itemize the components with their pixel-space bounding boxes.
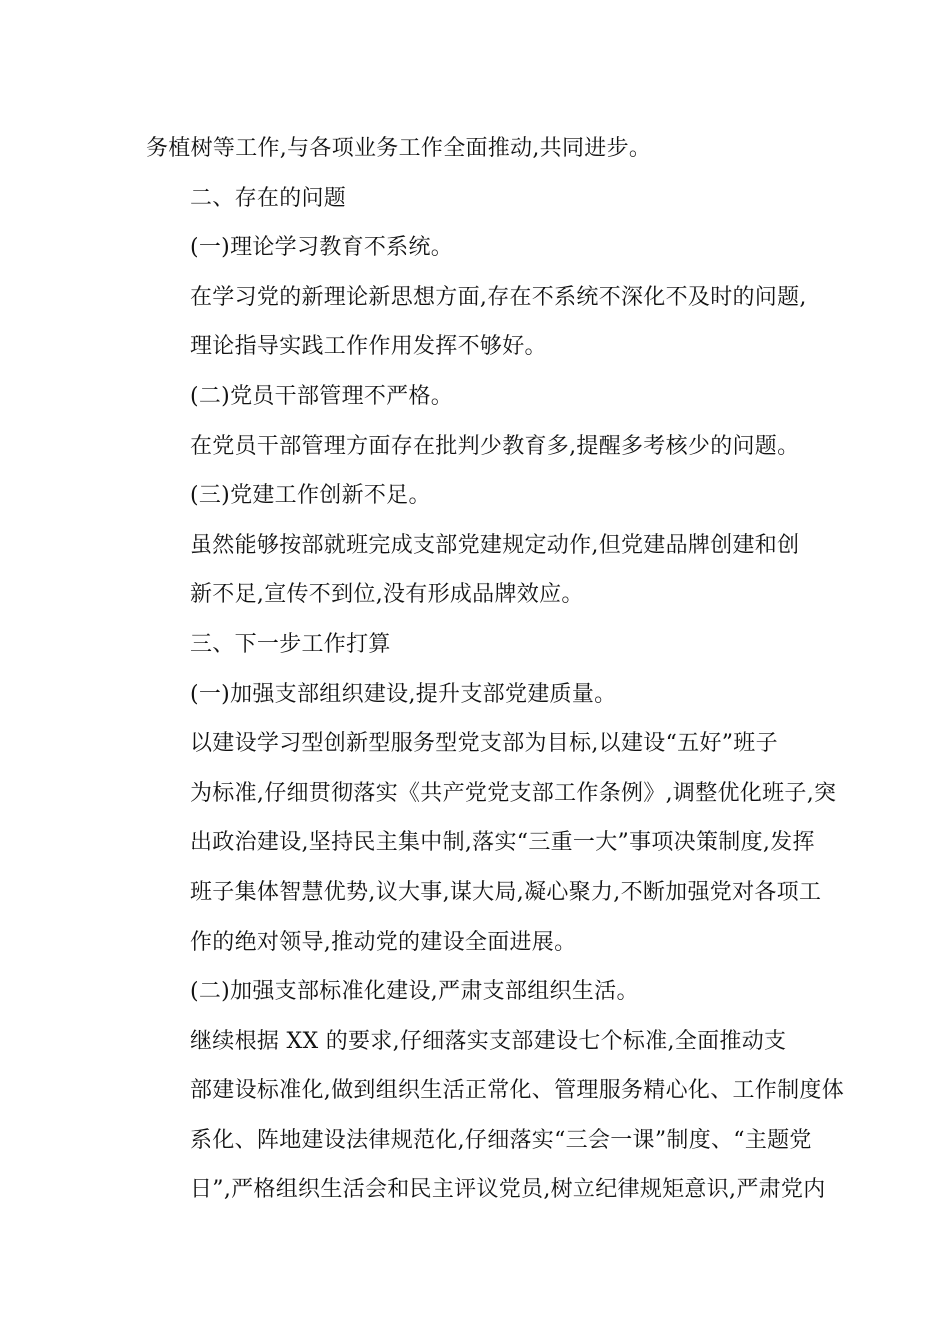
text-line: 虽然能够按部就班完成支部党建规定动作,但党建品牌创建和创 — [190, 532, 800, 558]
text-line: (三)党建工作创新不足。 — [190, 483, 431, 509]
text-line: (二)党员干部管理不严格。 — [190, 383, 454, 409]
section-heading-next-steps — [146, 620, 816, 670]
paragraph-innovation — [146, 521, 816, 620]
text-line: 班子集体智慧优势,议大事,谋大局,凝心聚力,不断加强党对各项工 — [190, 879, 822, 905]
paragraph-theory-study — [146, 273, 816, 372]
text-line: 继续根据 XX 的要求,仔细落实支部建设七个标准,全面推动支 — [190, 1028, 787, 1054]
text-line: 为标准,仔细贯彻落实《共产党党支部工作条例》,调整优化班子,突 — [190, 780, 837, 806]
document-page — [146, 124, 844, 1215]
section-heading-problems — [146, 174, 816, 224]
text-line: 以建设学习型创新型服务型党支部为目标,以建设“五好”班子 — [190, 731, 778, 757]
text-line: 部建设标准化,做到组织生活正常化、管理服务精心化、工作制度体 — [190, 1078, 844, 1104]
text-line: (一)加强支部组织建设,提升支部党建质量。 — [190, 681, 617, 707]
text-line: 二、存在的问题 — [190, 185, 347, 211]
text-line: 务植树等工作,与各项业务工作全面推动,共同进步。 — [146, 136, 652, 161]
text-line: (二)加强支部标准化建设,严肃支部组织生活。 — [190, 979, 639, 1005]
text-line: 三、下一步工作打算 — [190, 631, 391, 657]
text-line: 出政治建设,坚持民主集中制,落实“三重一大”事项决策制度,发挥 — [190, 830, 815, 856]
text-line: 在学习党的新理论新思想方面,存在不系统不深化不及时的问题, — [190, 284, 807, 310]
subheading-standardization — [146, 967, 816, 1017]
paragraph-cadre-management — [146, 422, 816, 472]
text-line: 日”,严格组织生活会和民主评议党员,树立纪律规矩意识,严肃党内 — [190, 1177, 826, 1203]
text-line: 作的绝对领导,推动党的建设全面进展。 — [190, 929, 577, 955]
subheading-organization-building — [146, 670, 816, 720]
subheading-theory-study — [146, 223, 816, 273]
text-line: 在党员干部管理方面存在批判少教育多,提醒多考核少的问题。 — [190, 433, 800, 459]
text-line: (一)理论学习教育不系统。 — [190, 235, 454, 261]
paragraph-organization-building — [146, 719, 837, 967]
text-line: 新不足,宣传不到位,没有形成品牌效应。 — [190, 582, 584, 608]
paragraph-continuation — [146, 124, 816, 174]
text-line: 系化、阵地建设法律规范化,仔细落实“三会一课”制度、“主题党 — [190, 1127, 812, 1153]
subheading-innovation — [146, 471, 816, 521]
text-line: 理论指导实践工作作用发挥不够好。 — [190, 334, 547, 360]
paragraph-standardization — [146, 1017, 844, 1215]
subheading-cadre-management — [146, 372, 816, 422]
